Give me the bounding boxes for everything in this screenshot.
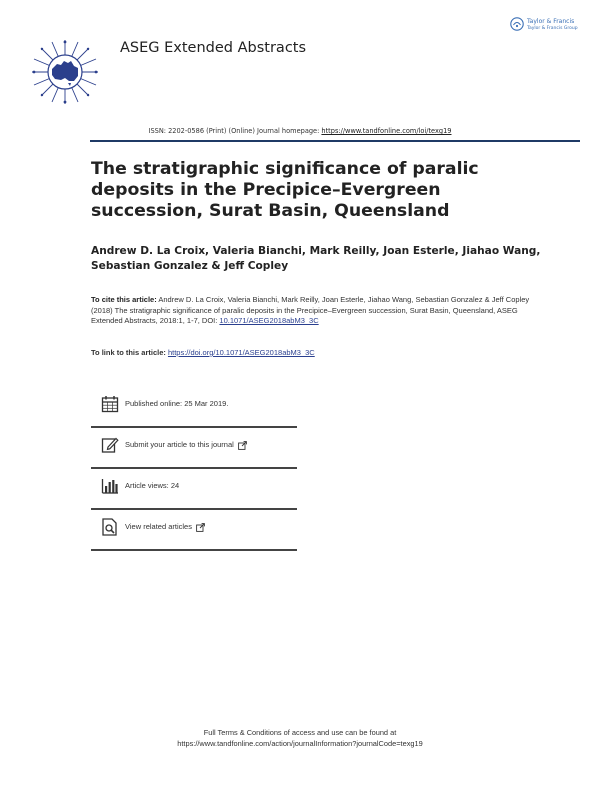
article-doi-link[interactable]: https://doi.org/10.1071/ASEG2018abM3_3C xyxy=(167,348,315,357)
issn-line xyxy=(0,127,600,135)
related-articles-label: View related articles xyxy=(125,522,192,531)
aseg-logo xyxy=(30,38,100,106)
edit-icon xyxy=(101,436,119,454)
article-views-count: Article views: 24 xyxy=(125,481,180,490)
meta-divider xyxy=(91,508,297,510)
published-date: Published online: 25 Mar 2019. xyxy=(125,399,229,408)
issn-text: ISSN: 2202-0586 (Print) (Online) Journal homepage: xyxy=(148,127,322,135)
publisher-group: Taylor & Francis Group xyxy=(527,26,578,31)
citation-label: To cite this article: xyxy=(91,295,157,304)
article-views-row xyxy=(101,477,297,517)
journal-homepage-link[interactable]: https://www.tandfonline.com/loi/texg19 xyxy=(321,127,452,135)
citation-text: Andrew D. La Croix, Valeria Bianchi, Mark Reilly, Joan Esterle, Jiahao Wang, Sebastian Gonzalez & Jeff Copley (2018) The stratigraphic significance of paralic deposits in the Precipice–Evergreen succession, Surat Basin, Queensland, ASEG Extended Abstracts, 2018:1, 1-7, DOI: xyxy=(91,295,530,325)
article-link-line xyxy=(91,348,551,357)
published-row xyxy=(101,395,297,435)
publisher-emblem-icon xyxy=(510,17,524,31)
publisher-name: Taylor & Francis xyxy=(527,18,575,25)
meta-divider xyxy=(91,426,297,428)
meta-divider xyxy=(91,549,297,551)
bar-chart-icon xyxy=(101,477,119,495)
article-link-label: To link to this article: xyxy=(91,348,168,357)
submit-article-row[interactable] xyxy=(101,436,297,476)
calendar-icon xyxy=(101,395,119,413)
related-articles-link[interactable] xyxy=(125,522,205,532)
submit-article-label: Submit your article to this journal xyxy=(125,440,234,449)
meta-divider xyxy=(91,467,297,469)
article-title: The stratigraphic significance of paralic deposits in the Precipice–Evergreen succession, Surat Basin, Queensland xyxy=(91,159,479,221)
related-articles-row[interactable] xyxy=(101,518,297,558)
citation-doi-link[interactable]: 10.1071/ASEG2018abM3_3C xyxy=(219,316,319,325)
document-search-icon xyxy=(101,518,119,536)
external-link-icon xyxy=(238,441,247,450)
footer xyxy=(0,727,600,749)
journal-name[interactable]: ASEG Extended Abstracts xyxy=(120,40,307,56)
footer-terms-text: Full Terms & Conditions of access and use can be found at xyxy=(203,728,397,737)
footer-terms-link[interactable]: https://www.tandfonline.com/action/journalInformation?journalCode=texg19 xyxy=(177,739,423,748)
header-divider xyxy=(90,140,580,142)
article-authors: Andrew D. La Croix, Valeria Bianchi, Mark Reilly, Joan Esterle, Jiahao Wang, Sebastian Gonzalez & Jeff Copley xyxy=(91,245,541,272)
citation-block xyxy=(91,295,551,327)
publisher-logo xyxy=(510,17,580,35)
submit-article-link[interactable] xyxy=(125,440,247,450)
external-link-icon xyxy=(196,523,205,532)
